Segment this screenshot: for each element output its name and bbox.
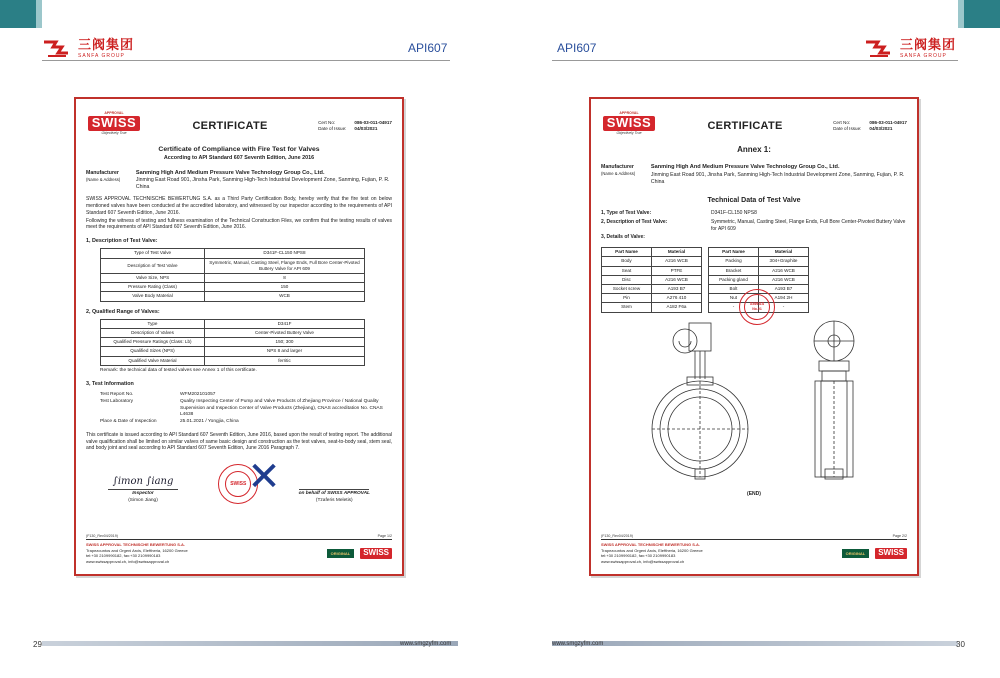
certificate-meta: Cert No: 086-03-011-04917 Date of Issue: 04/03/2021 (318, 120, 392, 132)
table-row: Packing gland A216 WCB (709, 275, 809, 284)
top-left-accent-bar (36, 0, 42, 28)
footer-rule-right (552, 641, 958, 646)
table-row: Packing 304+Graphite (709, 257, 809, 266)
test-info-list: Test Report No. WFM202101057 Test Laboratory Quality Inspecting Center of Pump and Valve Products of Zhejiang Province / National Quality Supervision and Inspection Center of Valve Products (Zhejiang), CNAS accreditation No. CNAS L4638 Place & Date of Inspection 25.01.2021 / Yongjia, China (100, 391, 383, 425)
table-row: Qualified Valve Material ferritic (101, 356, 365, 365)
remark-text: Remark: the technical data of tested valves see Annex 1 of this certificate. (100, 367, 257, 373)
certificate-main-title: Certificate of Compliance with Fire Test for Valves (158, 146, 320, 154)
header-rule-left (42, 60, 450, 61)
section-test-info-title: 3, Test Information (86, 381, 134, 388)
fire-test-certificate (74, 97, 404, 576)
brand-logo-right (864, 38, 956, 60)
manufacturer-block: Manufacturer (Name & Address) Sanming High And Medium Pressure Valve Technology Group Co., Ltd. Jinming East Road 901, Jinsha Park, Sanming High-Tech Industrial Development Zone, Sanming, Fujian, P. R. China (601, 164, 905, 185)
technical-data-title: Technical Data of Test Valve (707, 196, 801, 204)
valve-technical-drawing (629, 319, 879, 489)
section-test-valve-title: 1, Description of Test Valve: (86, 238, 158, 245)
signature-row (86, 454, 392, 504)
page-number-right: 30 (956, 640, 965, 649)
table-row: Qualified Pressure Ratings (Class: Lb) 150; 300 (101, 338, 365, 347)
swiss-footer-logo: SWISS (875, 548, 907, 559)
table-row: Description of Test Valve Symmetric, Manual, Casting Steel, Flange Ends, Full Bore Center-Pivoted Buttery Valve for API 609 (101, 258, 365, 273)
qualified-range-table (100, 319, 365, 366)
annex-certificate (589, 97, 919, 576)
brand-name-cn: 三阀集团 (78, 38, 135, 53)
table-row: Bolt A193 B7 (709, 284, 809, 293)
original-badge: ORIGINAL (842, 549, 870, 558)
table-row: Pin A276 410 (602, 294, 702, 303)
table-row: Pressure Rating (Class) 150 (101, 283, 365, 292)
page-code-right: API607 (557, 41, 597, 55)
table-row: Seat PTFE (602, 266, 702, 275)
approver-signature: on behalf of SWISS APPROVAL (Tzaferis Meletis) (298, 491, 370, 503)
confirmation-paragraph: Following the witness of testing and fullness examination of the Technical Construction Files, we confirm that the testing results of valves meet the requirements of API Standard 607 Seventh Edition, June 2016. (86, 217, 392, 231)
certificate-title: CERTIFICATE (192, 120, 268, 132)
test-valve-details: 1, Type of Test Valve: D341F-CL150 NPS8 2, Description of Test Valve: Symmetric, Manual, Casting Steel, Flange Ends, Full Bore Center-Pivoted Buttery Valve for API 609 3, Details of Valve: (601, 210, 906, 241)
swiss-footer-logo: SWISS (360, 548, 392, 559)
signature-cross-mark: ✕ (247, 454, 281, 501)
table-row: Socket screw A193 B7 (602, 284, 702, 293)
footer-website-right[interactable]: www.smgzyfm.com (552, 641, 604, 647)
table-row: Type D341F (101, 319, 365, 328)
annex-title: Annex 1: (737, 145, 771, 155)
manufacturer-address: Jinming East Road 901, Jinsha Park, Sanming High-Tech Industrial Development Zone, Sanming, Fujian, P. R. China (135, 177, 390, 191)
brand-name-en: SANFA GROUP (899, 53, 947, 59)
certificate-sub-title: According to API Standard 607 Seventh Edition, June 2016 (163, 154, 315, 161)
table-row: - - (709, 303, 809, 312)
end-label: (END) (747, 490, 761, 497)
certificate-title: CERTIFICATE (707, 120, 783, 132)
brand-logo-left (42, 38, 134, 60)
page-number-left: 29 (33, 640, 42, 649)
table-row: Stem A182 F6a (602, 303, 702, 312)
brand-name-en: SANFA GROUP (78, 53, 125, 59)
swiss-approval-stamp: SWISS ✕ (218, 464, 258, 504)
certificate-footer: (F130_Rev04/2019) Page 2/2 SWISS APPROVAL TECHNISCHE BEWERTUNG S.A. Trapezountos and Orgeni Arcis, Eleftheria, 16200 Greece tel:+30 2109990182, fax:+30 2109990183 www.swissapproval.ch, info@swissapproval.ch ORIGINAL SWISS (601, 533, 907, 564)
closing-paragraph: This certificate is issued according to API Standard 607 Seventh Edition, June 2016, based upon the result of testing report. The additional valve qualification shall be limited on similar valves of same basic design and construction as the test valves, seat-to-body seal, stem seal, and body joint and seal according to API Standard 607 Seventh Edition, June 2016 Paragraph 7. (86, 431, 392, 452)
sanfa-logo-icon (864, 38, 894, 60)
footer-rule-left (42, 641, 458, 646)
original-badge: ORIGINAL (327, 549, 355, 558)
table-row: Body A216 WCB (602, 257, 702, 266)
test-valve-table (100, 248, 365, 301)
cert-number: 086-03-011-04917 (354, 120, 392, 125)
table-row: Description of Valves Center-Pivoted Buttery Valve (101, 329, 365, 338)
verification-paragraph: SWISS APPROVAL TECHNISCHE BEWERTUNG S.A. as a Third Party Certification Body, hereby verify that the fire test on below mentioned valves have been conducted at the accredited laboratory, and witnessed by our inspector according to the requirements of API Standard 607 Seventh Edition, June 2016. (86, 196, 392, 216)
section-qualified-range-title: 2, Qualified Range of Valves: (86, 308, 160, 315)
table-row: Valve Size, NPS 8 (101, 274, 365, 283)
certificate-meta: Cert No: 086-03-011-04917 Date of Issue: 04/03/2021 (833, 120, 907, 132)
table-row: Bracket A216 WCB (709, 266, 809, 275)
table-row: Type of Test Valve D341F-CL150 NPS8 (101, 249, 365, 258)
table-row: Disc A216 WCB (602, 275, 702, 284)
parts-table-right: Part Name Material Packing 304+Graphite Bracket A216 WCB Packing gland A216 WCB Bolt A193 B7 Nut A194 2H - - (708, 247, 809, 312)
issue-date: 04/03/2021 (354, 126, 378, 132)
inspector-signature: ∫imon ∫iang Inspector (Simon Jiang) (108, 475, 178, 504)
parts-table-left: Part Name Material Body A216 WCB Seat PTFE Disc A216 WCB Socket screw A193 B7 Pin A276 410 Stem A182 F6a (601, 247, 702, 312)
manufacturer-block: Manufacturer (Name & Address) Sanming High And Medium Pressure Valve Technology Group Co., Ltd. Jinming East Road 901, Jinsha Park, Sanming High-Tech Industrial Development Zone, Sanming, Fujian, P. R. China (86, 170, 392, 192)
header-rule-right (552, 60, 958, 61)
sanfa-logo-icon (42, 38, 72, 60)
top-right-accent-bar (958, 0, 964, 28)
handwritten-signature: ∫imon ∫iang (112, 476, 174, 488)
table-row: Valve Body Material WCB (101, 292, 365, 301)
table-row: Nut A194 2H (709, 294, 809, 303)
footer-website-left[interactable]: www.smgzyfm.com (400, 641, 452, 647)
brand-name-cn: 三阀集团 (899, 38, 956, 53)
swiss-approval-stamp: SWISS No.01 (739, 289, 775, 325)
page-code-left: API607 (408, 41, 448, 55)
table-row: Qualified Sizes (NPS) NPS 8 and larger (101, 347, 365, 356)
top-right-color-bar (964, 0, 1000, 28)
certificate-footer: (F130_Rev04/2019) Page 1/2 SWISS APPROVAL TECHNISCHE BEWERTUNG S.A. Trapezountos and Orgeni Arcis, Eleftheria, 16200 Greece tel:+30 2109990182, fax:+30 2109990183 www.swissapproval.ch, info@swissapproval.ch ORIGINAL SWISS (86, 533, 392, 564)
swiss-approval-logo: APPROVAL SWISS Objectively True (86, 111, 142, 135)
swiss-approval-logo: APPROVAL SWISS Objectively True (601, 111, 657, 135)
manufacturer-name: Sanming High And Medium Pressure Valve Technology Group Co., Ltd. (135, 169, 325, 176)
top-left-color-bar (0, 0, 36, 28)
